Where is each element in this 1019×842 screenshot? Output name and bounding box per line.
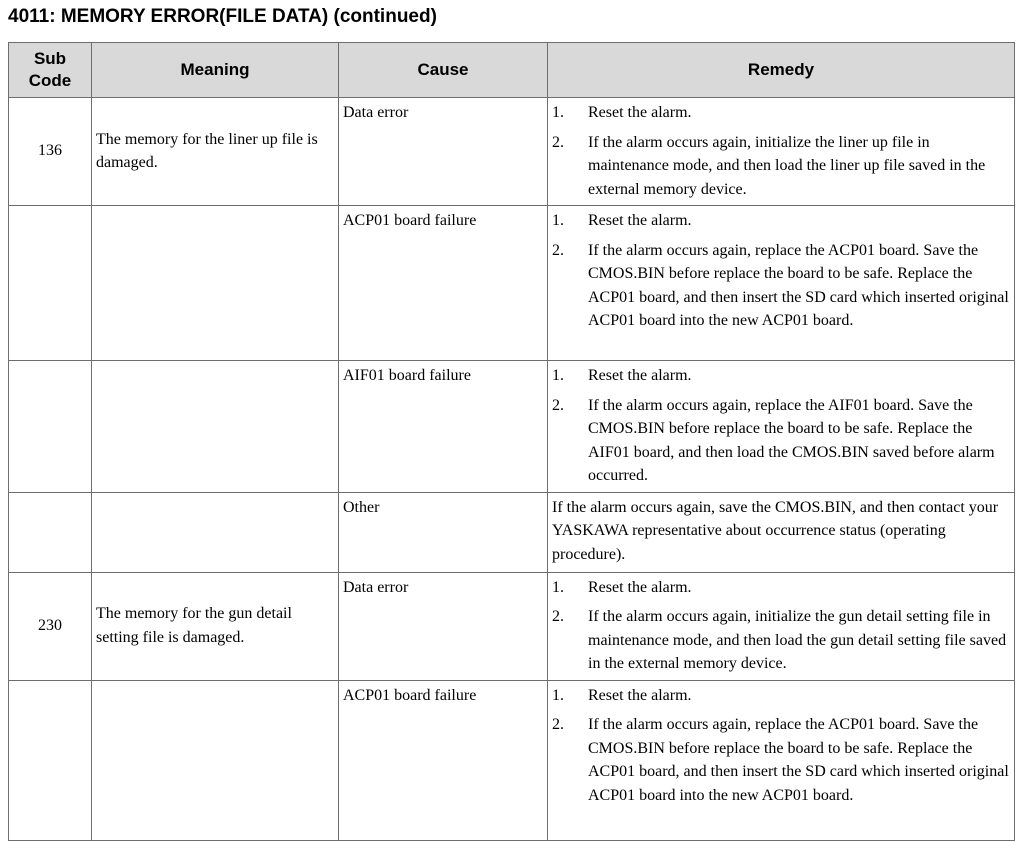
- cause-cell: ACP01 board failure: [339, 680, 548, 840]
- sub-code-cell: [9, 361, 92, 493]
- cause-cell: AIF01 board failure: [339, 361, 548, 493]
- sub-code-cell: [9, 206, 92, 361]
- cause-cell: Data error: [339, 98, 548, 206]
- remedy-step: 1. Reset the alarm.: [552, 212, 692, 229]
- remedy-cell: [548, 206, 1015, 361]
- remedy-cell: If the alarm occurs again, save the CMOS.BIN, and then contact your YASKAWA representative about occurrence status (operating procedure).: [548, 492, 1015, 572]
- remedy-steps: [552, 209, 1010, 333]
- header-remedy: Remedy: [548, 43, 1015, 98]
- remedy-step: 2. If the alarm occurs again, initialize the gun detail setting file in maintenance mode, and then load the gun detail setting file saved in the external memory device.: [552, 608, 1007, 672]
- remedy-step: 2. If the alarm occurs again, replace the ACP01 board. Save the CMOS.BIN before replace the board to be safe. Replace the ACP01 board, and then insert the SD card which inserted original ACP01 board into the new ACP01 board.: [552, 241, 1009, 329]
- remedy-step: 1. Reset the alarm.: [552, 686, 692, 704]
- meaning-cell: [92, 492, 339, 572]
- page-title: 4011: MEMORY ERROR(FILE DATA) (continued): [8, 6, 437, 27]
- remedy-step: 1. Reset the alarm.: [552, 367, 692, 384]
- alarm-table: [8, 42, 1015, 841]
- meaning-cell: The memory for the liner up file is damaged.: [92, 98, 339, 206]
- table-row: [9, 206, 1015, 361]
- table-row: [9, 572, 1015, 680]
- remedy-cell: [548, 572, 1015, 680]
- remedy-steps: [552, 684, 1010, 808]
- header-sub-code: Sub Code: [9, 43, 92, 98]
- remedy-steps: [552, 576, 1010, 676]
- cause-cell: Other: [339, 492, 548, 572]
- header-cause: Cause: [339, 43, 548, 98]
- remedy-step: 2. If the alarm occurs again, replace the ACP01 board. Save the CMOS.BIN before replace the board to be safe. Replace the ACP01 board, and then insert the SD card which inserted original ACP01 board into the new ACP01 board.: [552, 716, 1009, 804]
- remedy-step: 2. If the alarm occurs again, replace the AIF01 board. Save the CMOS.BIN before replace the board to be safe. Replace the AIF01 board, and then load the CMOS.BIN saved before alarm occurred.: [552, 396, 995, 484]
- remedy-steps: [552, 364, 1010, 488]
- remedy-cell: [548, 98, 1015, 206]
- remedy-step: 1. Reset the alarm.: [552, 578, 692, 596]
- cause-cell: Data error: [339, 572, 548, 680]
- header-meaning: Meaning: [92, 43, 339, 98]
- table-row: [9, 492, 1015, 572]
- remedy-steps: [552, 101, 1010, 201]
- meaning-cell: [92, 680, 339, 840]
- remedy-cell: [548, 680, 1015, 840]
- table-header-row: [9, 43, 1015, 98]
- sub-code-cell: 230: [9, 572, 92, 680]
- remedy-cell: [548, 361, 1015, 493]
- table-row: [9, 680, 1015, 840]
- table-row: [9, 361, 1015, 493]
- meaning-cell: [92, 361, 339, 493]
- meaning-cell: The memory for the gun detail setting file is damaged.: [92, 572, 339, 680]
- remedy-step: 1. Reset the alarm.: [552, 104, 692, 121]
- remedy-step: 2. If the alarm occurs again, initialize the liner up file in maintenance mode, and then load the liner up file saved in the external memory device.: [552, 133, 986, 198]
- cause-cell: ACP01 board failure: [339, 206, 548, 361]
- sub-code-cell: 136: [9, 98, 92, 206]
- sub-code-cell: [9, 492, 92, 572]
- table-row: [9, 98, 1015, 206]
- meaning-cell: [92, 206, 339, 361]
- sub-code-cell: [9, 680, 92, 840]
